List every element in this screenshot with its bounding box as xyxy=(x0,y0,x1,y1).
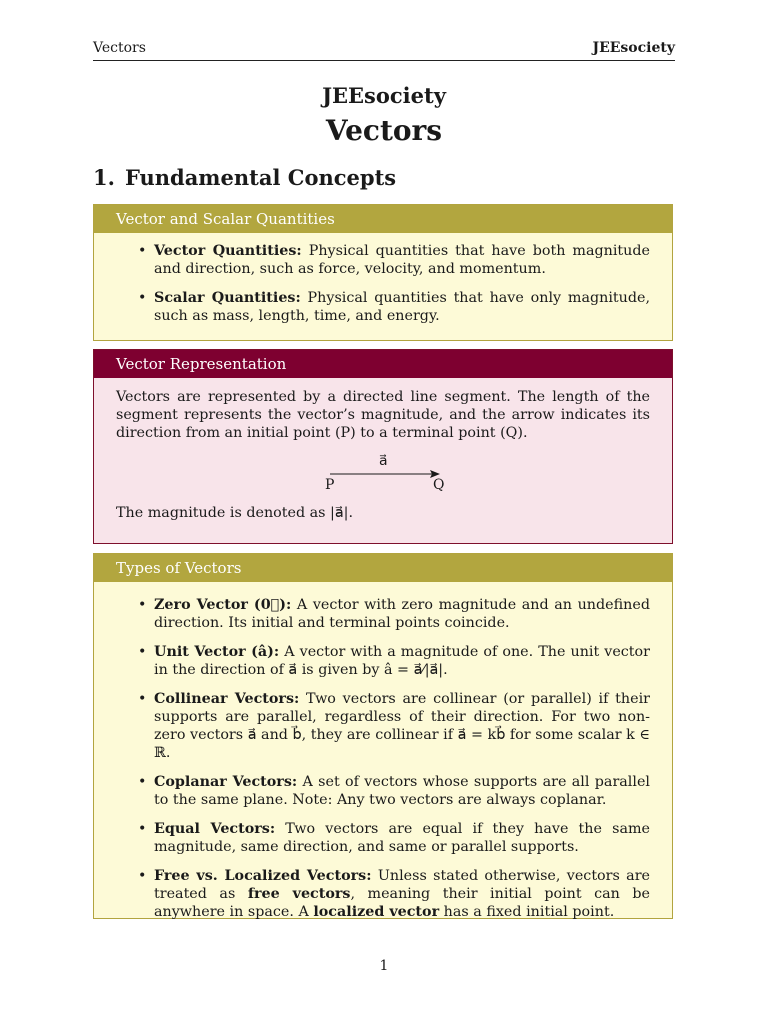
item-term: Equal Vectors: xyxy=(154,821,276,837)
list-item xyxy=(154,596,650,632)
list-item xyxy=(154,242,650,278)
item-term: Free vs. Localized Vectors: xyxy=(154,868,372,884)
point-p-label: P xyxy=(325,477,335,493)
header-left-title: Vectors xyxy=(93,40,146,56)
types-list xyxy=(116,596,650,921)
item-text: A vector with a magnitude of one. The unit vector in the direction of a⃗ is given by â = a⃗⁄|a⃗|. xyxy=(154,644,650,678)
quantities-list xyxy=(116,242,650,325)
item-term: Collinear Vectors: xyxy=(154,691,300,707)
section-number: 1. xyxy=(93,165,115,190)
document-author: JEEsociety xyxy=(322,83,446,108)
item-text: A set of vectors whose supports are all parallel to the same plane. Note: Any two vectors are always coplanar. xyxy=(154,774,650,808)
item-term: Unit Vector (â): xyxy=(154,644,280,660)
magnitude-note: The magnitude is denoted as |a⃗|. xyxy=(116,505,354,521)
item-emphasis: free vectors xyxy=(247,886,351,902)
vector-diagram xyxy=(94,450,674,496)
item-text: Physical quantities that have both magnitude and direction, such as force, velocity, and momentum. xyxy=(154,243,650,277)
item-term: Scalar Quantities: xyxy=(154,290,301,306)
vector-scalar-box xyxy=(93,204,673,341)
document-title: Vectors xyxy=(325,114,443,147)
item-text: Two vectors are equal if they have the same magnitude, same direction, and same or parallel supports. xyxy=(154,821,650,855)
box-heading: Vector Representation xyxy=(94,350,672,378)
representation-paragraph: Vectors are represented by a directed line segment. The length of the segment represents the vector’s magnitude, and the arrow indicates its direction from an initial point (P) to a terminal point (Q). xyxy=(116,389,650,441)
item-text: Two vectors are collinear (or parallel) if their supports are parallel, regardless of their direction. For two non-zero vectors a⃗ and b⃗, they are collinear if a⃗ = kb⃗ for some scalar k ∈ ℝ. xyxy=(154,691,650,761)
item-text: , meaning their initial point can be anywhere in space. A xyxy=(154,886,650,920)
list-item xyxy=(154,867,650,921)
item-term: Zero Vector (0⃗): xyxy=(154,597,292,613)
box-heading: Types of Vectors xyxy=(94,554,672,582)
item-term: Vector Quantities: xyxy=(154,243,302,259)
vector-representation-box xyxy=(93,349,673,544)
page-number: 1 xyxy=(379,958,389,974)
item-text: Unless stated otherwise, vectors are treated as xyxy=(154,868,650,902)
section-title: Fundamental Concepts xyxy=(124,165,397,190)
point-q-label: Q xyxy=(433,477,445,493)
list-item xyxy=(154,643,650,679)
header-right-title: JEEsociety xyxy=(592,40,675,56)
item-text: Physical quantities that have only magnitude, such as mass, length, time, and energy. xyxy=(154,290,651,324)
title-block xyxy=(93,82,675,150)
types-of-vectors-box xyxy=(93,553,673,919)
item-emphasis: localized vector xyxy=(313,904,440,920)
list-item xyxy=(154,289,650,325)
running-header xyxy=(93,40,675,61)
list-item xyxy=(154,773,650,809)
item-term: Coplanar Vectors: xyxy=(154,774,298,790)
section-heading xyxy=(93,165,396,190)
box-heading: Vector and Scalar Quantities xyxy=(94,205,672,233)
vector-label: a⃗ xyxy=(379,453,388,469)
item-text: A vector with zero magnitude and an undefined direction. Its initial and terminal points coincide. xyxy=(154,597,650,631)
item-text: has a fixed initial point. xyxy=(443,904,615,920)
list-item xyxy=(154,690,650,762)
list-item xyxy=(154,820,650,856)
